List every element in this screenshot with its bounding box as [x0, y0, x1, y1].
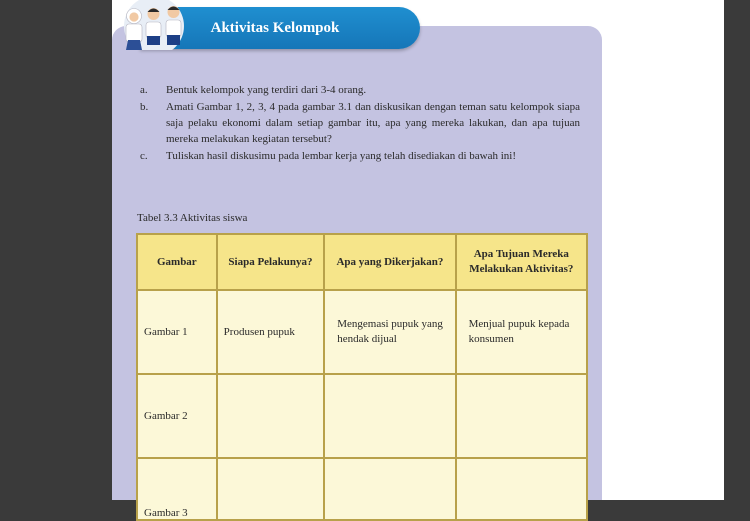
table-cell[interactable] [324, 458, 455, 520]
column-header-pelaku: Siapa Pelakunya? [217, 234, 325, 290]
column-header-dikerjakan: Apa yang Dikerjakan? [324, 234, 455, 290]
activity-table [136, 233, 588, 521]
table-cell: Mengemasi pupuk yang hendak dijual [324, 290, 455, 374]
instruction-list [140, 82, 580, 165]
table-cell[interactable] [456, 458, 587, 520]
instruction-text: Amati Gambar 1, 2, 3, 4 pada gambar 3.1 dan diskusikan dengan teman satu kelompok siapa saja pelaku ekonomi dalam setiap gambar itu, apa yang mereka lakukan, dan apa tujuan mereka melakukan kegiatan tersebut? [166, 101, 580, 145]
table-cell: Gambar 1 [137, 290, 217, 374]
table-cell: Menjual pupuk kepada konsumen [456, 290, 587, 374]
instruction-letter: c. [140, 150, 148, 162]
table-cell[interactable] [456, 374, 587, 458]
table-cell: Produsen pupuk [217, 290, 325, 374]
instruction-item [140, 99, 580, 147]
students-illustration-icon [112, 0, 196, 50]
table-cell[interactable] [217, 374, 325, 458]
table-row [137, 374, 587, 458]
table-cell: Gambar 2 [137, 374, 217, 458]
student-boy-figure [146, 8, 161, 45]
banner-title: Aktivitas Kelompok [210, 20, 340, 36]
column-header-tujuan: Apa Tujuan Mereka Melakukan Aktivitas? [456, 234, 587, 290]
table-row [137, 458, 587, 520]
student-boy-2-figure [166, 6, 181, 45]
table-caption: Tabel 3.3 Aktivitas siswa [137, 212, 248, 224]
table-cell[interactable] [217, 458, 325, 520]
table-cell[interactable] [324, 374, 455, 458]
instruction-text: Tuliskan hasil diskusimu pada lembar kerja yang telah disediakan di bawah ini! [166, 150, 516, 162]
table-header-row [137, 234, 587, 290]
instruction-letter: b. [140, 101, 149, 113]
student-girl-figure [126, 9, 142, 51]
instruction-item [140, 82, 580, 98]
instruction-text: Bentuk kelompok yang terdiri dari 3-4 orang. [166, 84, 367, 96]
instruction-item [140, 148, 580, 164]
table-cell: Gambar 3 [137, 458, 217, 520]
table-row [137, 290, 587, 374]
instruction-letter: a. [140, 84, 148, 96]
column-header-gambar: Gambar [137, 234, 217, 290]
